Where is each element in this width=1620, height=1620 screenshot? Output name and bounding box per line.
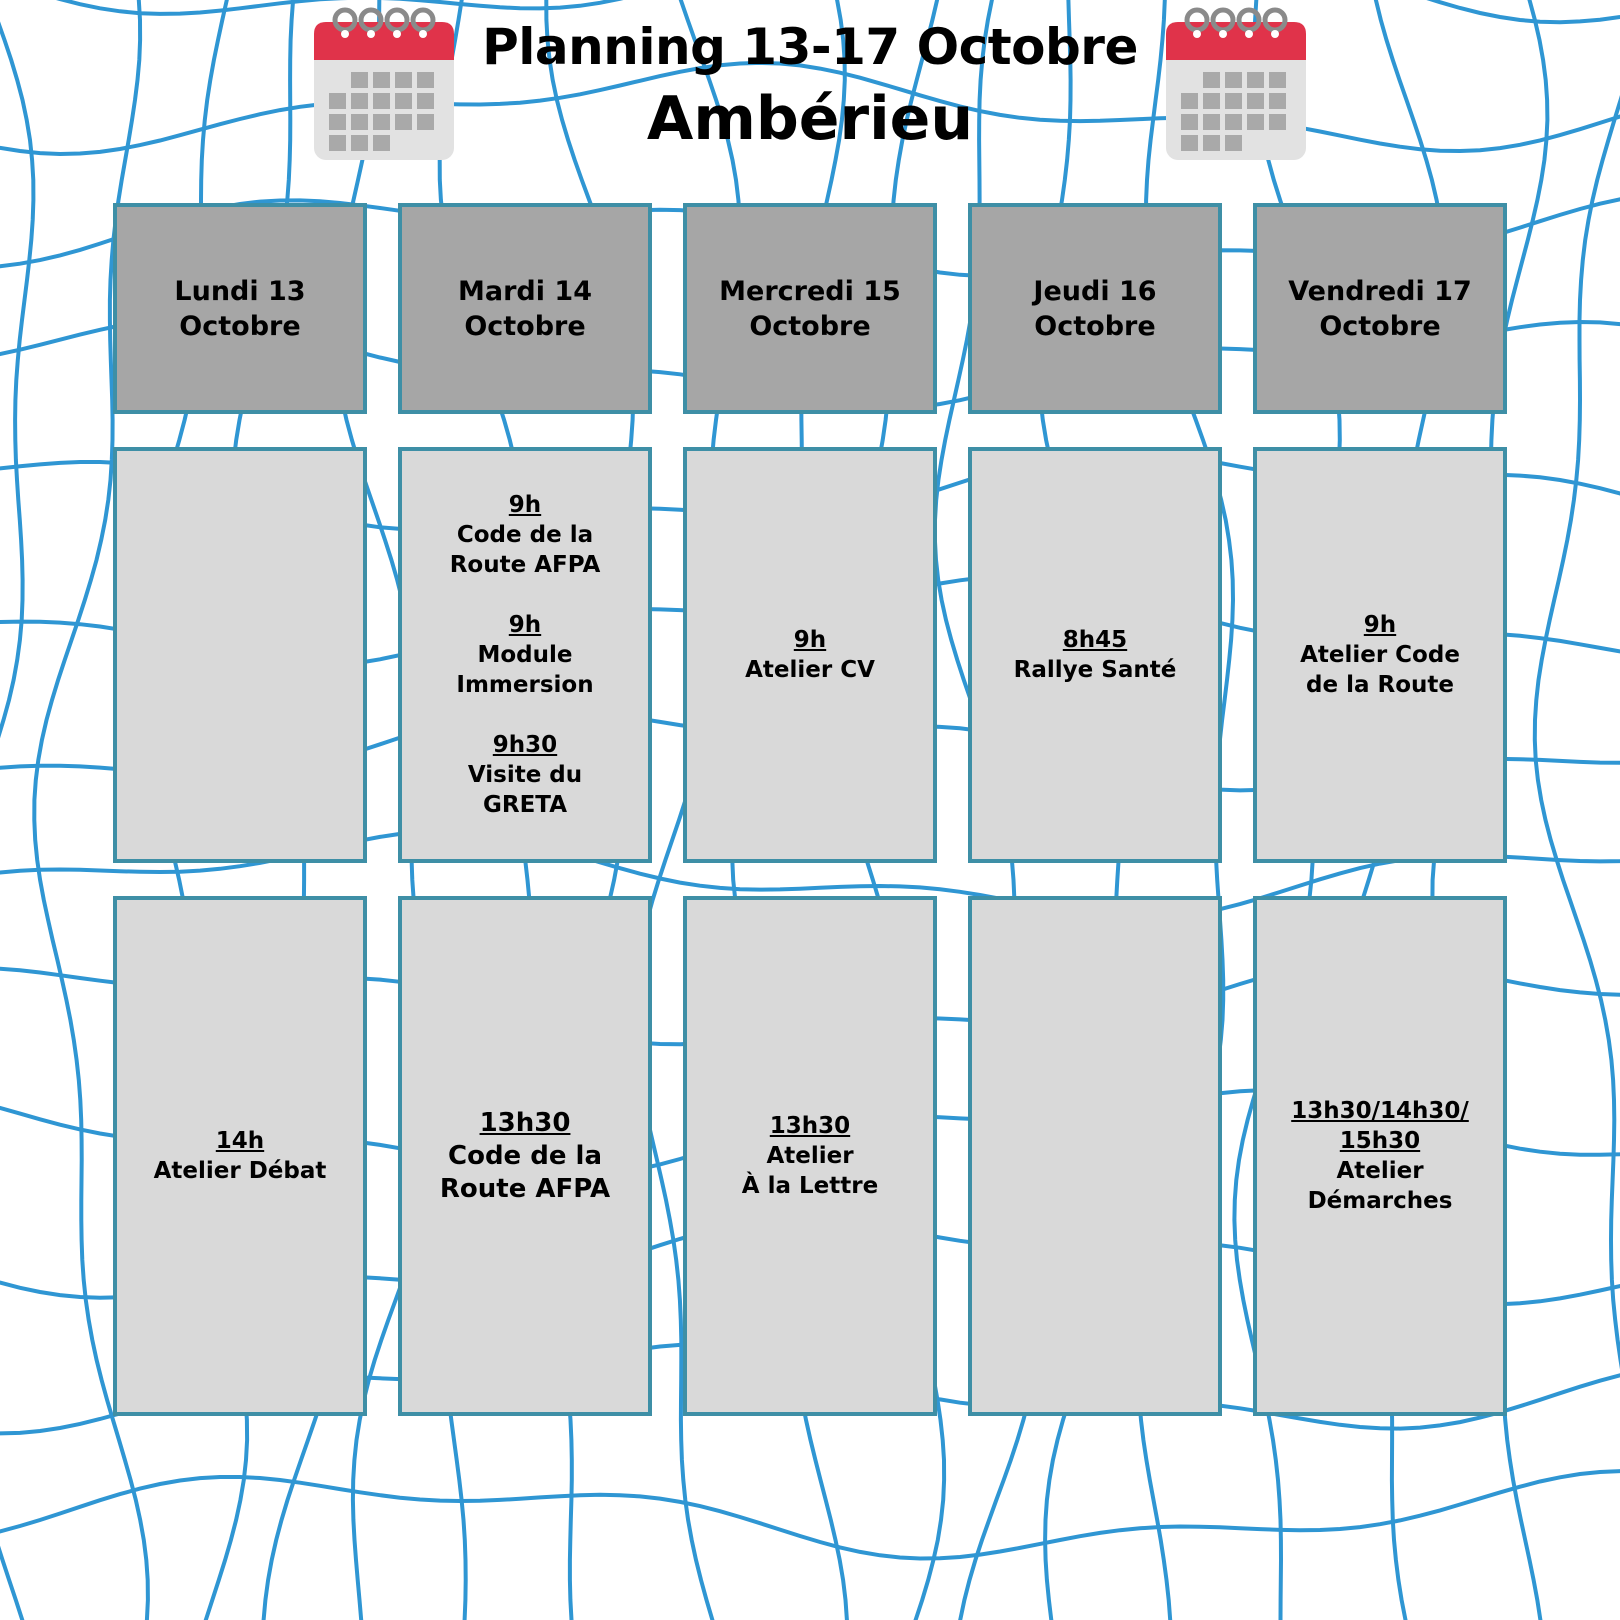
morning-cell-tuesday	[398, 447, 652, 863]
event-time: 9h	[793, 627, 827, 653]
event-title: Atelier Débat	[153, 1158, 327, 1184]
event-title: Code de la Route AFPA	[449, 522, 601, 578]
event-entry	[440, 1107, 610, 1206]
day-label: Lundi 13 Octobre	[174, 275, 306, 342]
event-title: Atelier CV	[745, 657, 875, 683]
event-time: 14h	[215, 1128, 265, 1154]
morning-cell-thursday	[968, 447, 1222, 863]
morning-cell-friday	[1253, 447, 1507, 863]
event-time: 9h	[1363, 612, 1397, 638]
day-label: Mardi 14 Octobre	[458, 275, 592, 342]
event-entry	[154, 1126, 327, 1186]
morning-cell-wednesday	[683, 447, 937, 863]
afternoon-cell-tuesday	[398, 896, 652, 1416]
day-header-thursday	[968, 203, 1222, 414]
day-label: Jeudi 16 Octobre	[1033, 275, 1157, 342]
event-time: 9h	[508, 612, 542, 638]
day-header-friday	[1253, 203, 1507, 414]
event-entry	[1257, 1096, 1503, 1216]
event-entry	[468, 730, 582, 820]
event-entry	[1014, 625, 1177, 685]
page-title: Planning 13-17 Octobre	[482, 18, 1138, 76]
event-entry	[450, 490, 601, 580]
afternoon-cell-monday	[113, 896, 367, 1416]
event-title: Module Immersion	[456, 642, 594, 698]
day-header-wednesday	[683, 203, 937, 414]
day-header-tuesday	[398, 203, 652, 414]
event-time: 13h30/14h30/ 15h30	[1291, 1098, 1469, 1154]
event-title: Atelier Code de la Route	[1300, 642, 1460, 698]
event-entry	[742, 1111, 878, 1201]
event-entry	[745, 625, 875, 685]
event-title: Rallye Santé	[1013, 657, 1177, 683]
event-time: 13h30	[769, 1113, 851, 1139]
event-time: 9h30	[492, 732, 558, 758]
event-title: Atelier À la Lettre	[741, 1143, 879, 1199]
afternoon-cell-wednesday	[683, 896, 937, 1416]
event-time: 9h	[508, 492, 542, 518]
event-title: Atelier Démarches	[1307, 1158, 1453, 1214]
morning-cell-monday	[113, 447, 367, 863]
event-title: Visite du GRETA	[467, 762, 583, 818]
event-time: 13h30	[479, 1107, 571, 1138]
day-label: Vendredi 17 Octobre	[1288, 275, 1472, 342]
event-entry	[456, 610, 593, 700]
event-entry	[1300, 610, 1460, 700]
afternoon-cell-thursday	[968, 896, 1222, 1416]
page-subtitle: Ambérieu	[646, 84, 974, 154]
day-label: Mercredi 15 Octobre	[719, 275, 901, 342]
event-title: Code de la Route AFPA	[439, 1140, 611, 1204]
day-header-monday	[113, 203, 367, 414]
afternoon-cell-friday	[1253, 896, 1507, 1416]
event-time: 8h45	[1062, 627, 1128, 653]
